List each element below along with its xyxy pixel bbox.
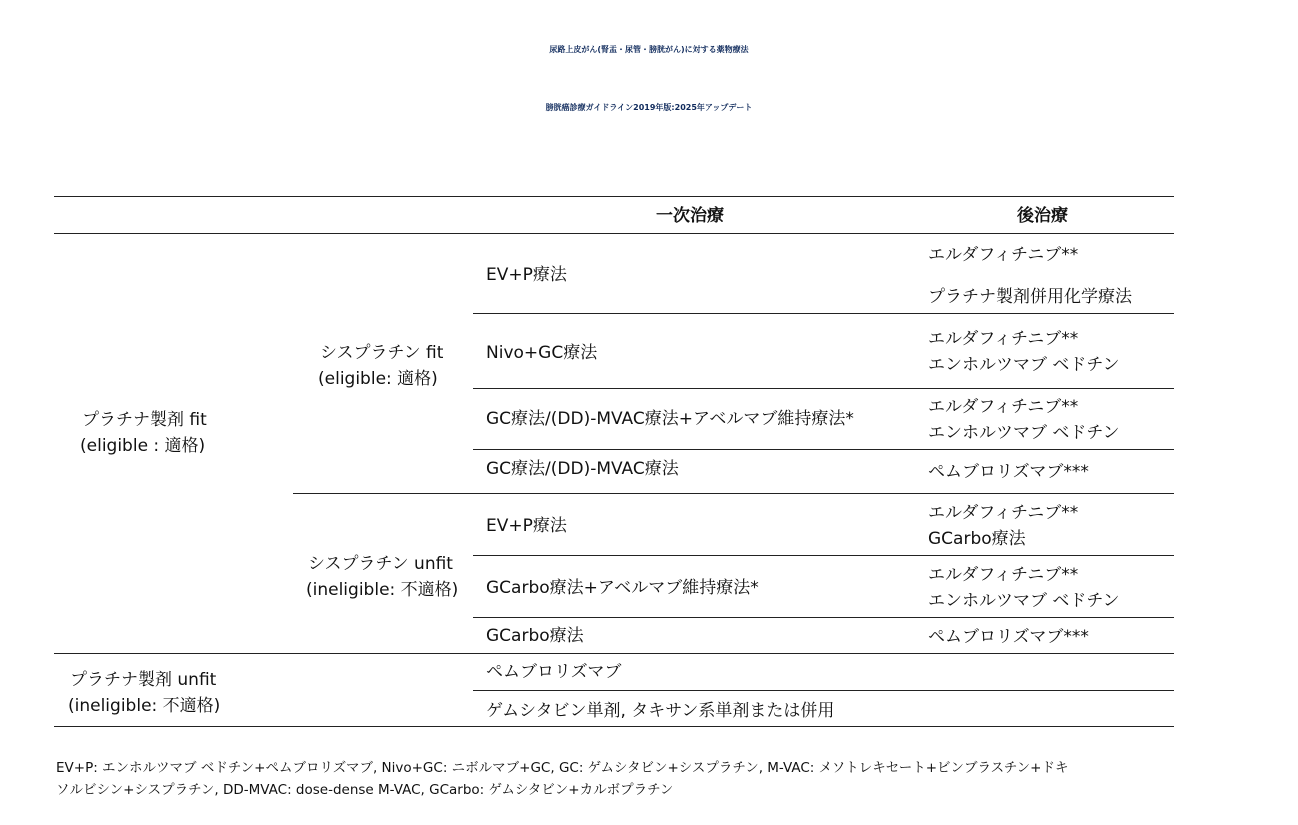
row-divider [473, 617, 1174, 618]
group-platinum-unfit: プラチナ製剤 unfit [70, 670, 217, 690]
later-line-cell: エルダフィチニブ** [928, 397, 1079, 417]
later-line-cell: GCarbo療法 [928, 529, 1026, 549]
group-divider [293, 493, 1174, 494]
table-bottom-rule [54, 726, 1174, 727]
group-divider [54, 653, 1174, 654]
row-divider [473, 690, 1174, 691]
group-cisplatin-unfit-sub: (ineligible: 不適格) [306, 580, 459, 600]
group-platinum-fit: プラチナ製剤 fit [82, 410, 207, 430]
first-line-cell: GC療法/(DD)-MVAC療法+アベルマブ維持療法* [486, 409, 854, 429]
first-line-cell: EV+P療法 [486, 265, 567, 285]
group-platinum-unfit-sub: (ineligible: 不適格) [68, 696, 221, 716]
later-line-cell: エルダフィチニブ** [928, 329, 1079, 349]
table-header-rule [54, 233, 1174, 234]
row-divider [473, 313, 1174, 314]
first-line-cell: GC療法/(DD)-MVAC療法 [486, 459, 679, 479]
first-line-cell: ペムブロリズマブ [486, 662, 622, 682]
row-divider [473, 388, 1174, 389]
row-divider [473, 449, 1174, 450]
later-line-cell: プラチナ製剤併用化学療法 [928, 287, 1132, 307]
first-line-cell: GCarbo療法+アベルマブ維持療法* [486, 578, 759, 598]
first-line-cell: EV+P療法 [486, 516, 567, 536]
later-line-cell: エンホルツマブ ベドチン [928, 423, 1120, 443]
page-title: 尿路上皮がん(腎盂・尿管・膀胱がん)に対する薬物療法 [549, 45, 749, 54]
group-cisplatin-unfit: シスプラチン unfit [308, 554, 453, 574]
footnote-line: EV+P: エンホルツマブ ベドチン+ペムブロリズマブ, Nivo+GC: ニボルマブ+GC, GC: ゲムシタビン+シスプラチン, M-VAC: メソトレキセート+ビンブラスチン+ドキ [56, 760, 1069, 776]
first-line-cell: ゲムシタビン単剤, タキサン系単剤または併用 [486, 701, 835, 721]
later-line-cell: エルダフィチニブ** [928, 565, 1079, 585]
page-subtitle: 膀胱癌診療ガイドライン2019年版:2025年アップデート [545, 103, 753, 112]
header-later-line: 後治療 [1017, 206, 1068, 226]
later-line-cell: エルダフィチニブ** [928, 503, 1079, 523]
row-divider [473, 555, 1174, 556]
header-first-line: 一次治療 [656, 206, 724, 226]
group-platinum-fit-sub: (eligible : 適格) [80, 436, 206, 456]
later-line-cell: エルダフィチニブ** [928, 245, 1079, 265]
first-line-cell: GCarbo療法 [486, 626, 584, 646]
later-line-cell: エンホルツマブ ベドチン [928, 591, 1120, 611]
group-cisplatin-fit-sub: (eligible: 適格) [318, 369, 438, 389]
group-cisplatin-fit: シスプラチン fit [320, 343, 444, 363]
footnote-line: ソルビシン+シスプラチン, DD-MVAC: dose-dense M-VAC, GCarbo: ゲムシタビン+カルボプラチン [56, 782, 674, 798]
later-line-cell: エンホルツマブ ベドチン [928, 355, 1120, 375]
later-line-cell: ペムブロリズマブ*** [928, 627, 1089, 647]
table-top-rule [54, 196, 1174, 197]
first-line-cell: Nivo+GC療法 [486, 343, 598, 363]
later-line-cell: ペムブロリズマブ*** [928, 462, 1089, 482]
